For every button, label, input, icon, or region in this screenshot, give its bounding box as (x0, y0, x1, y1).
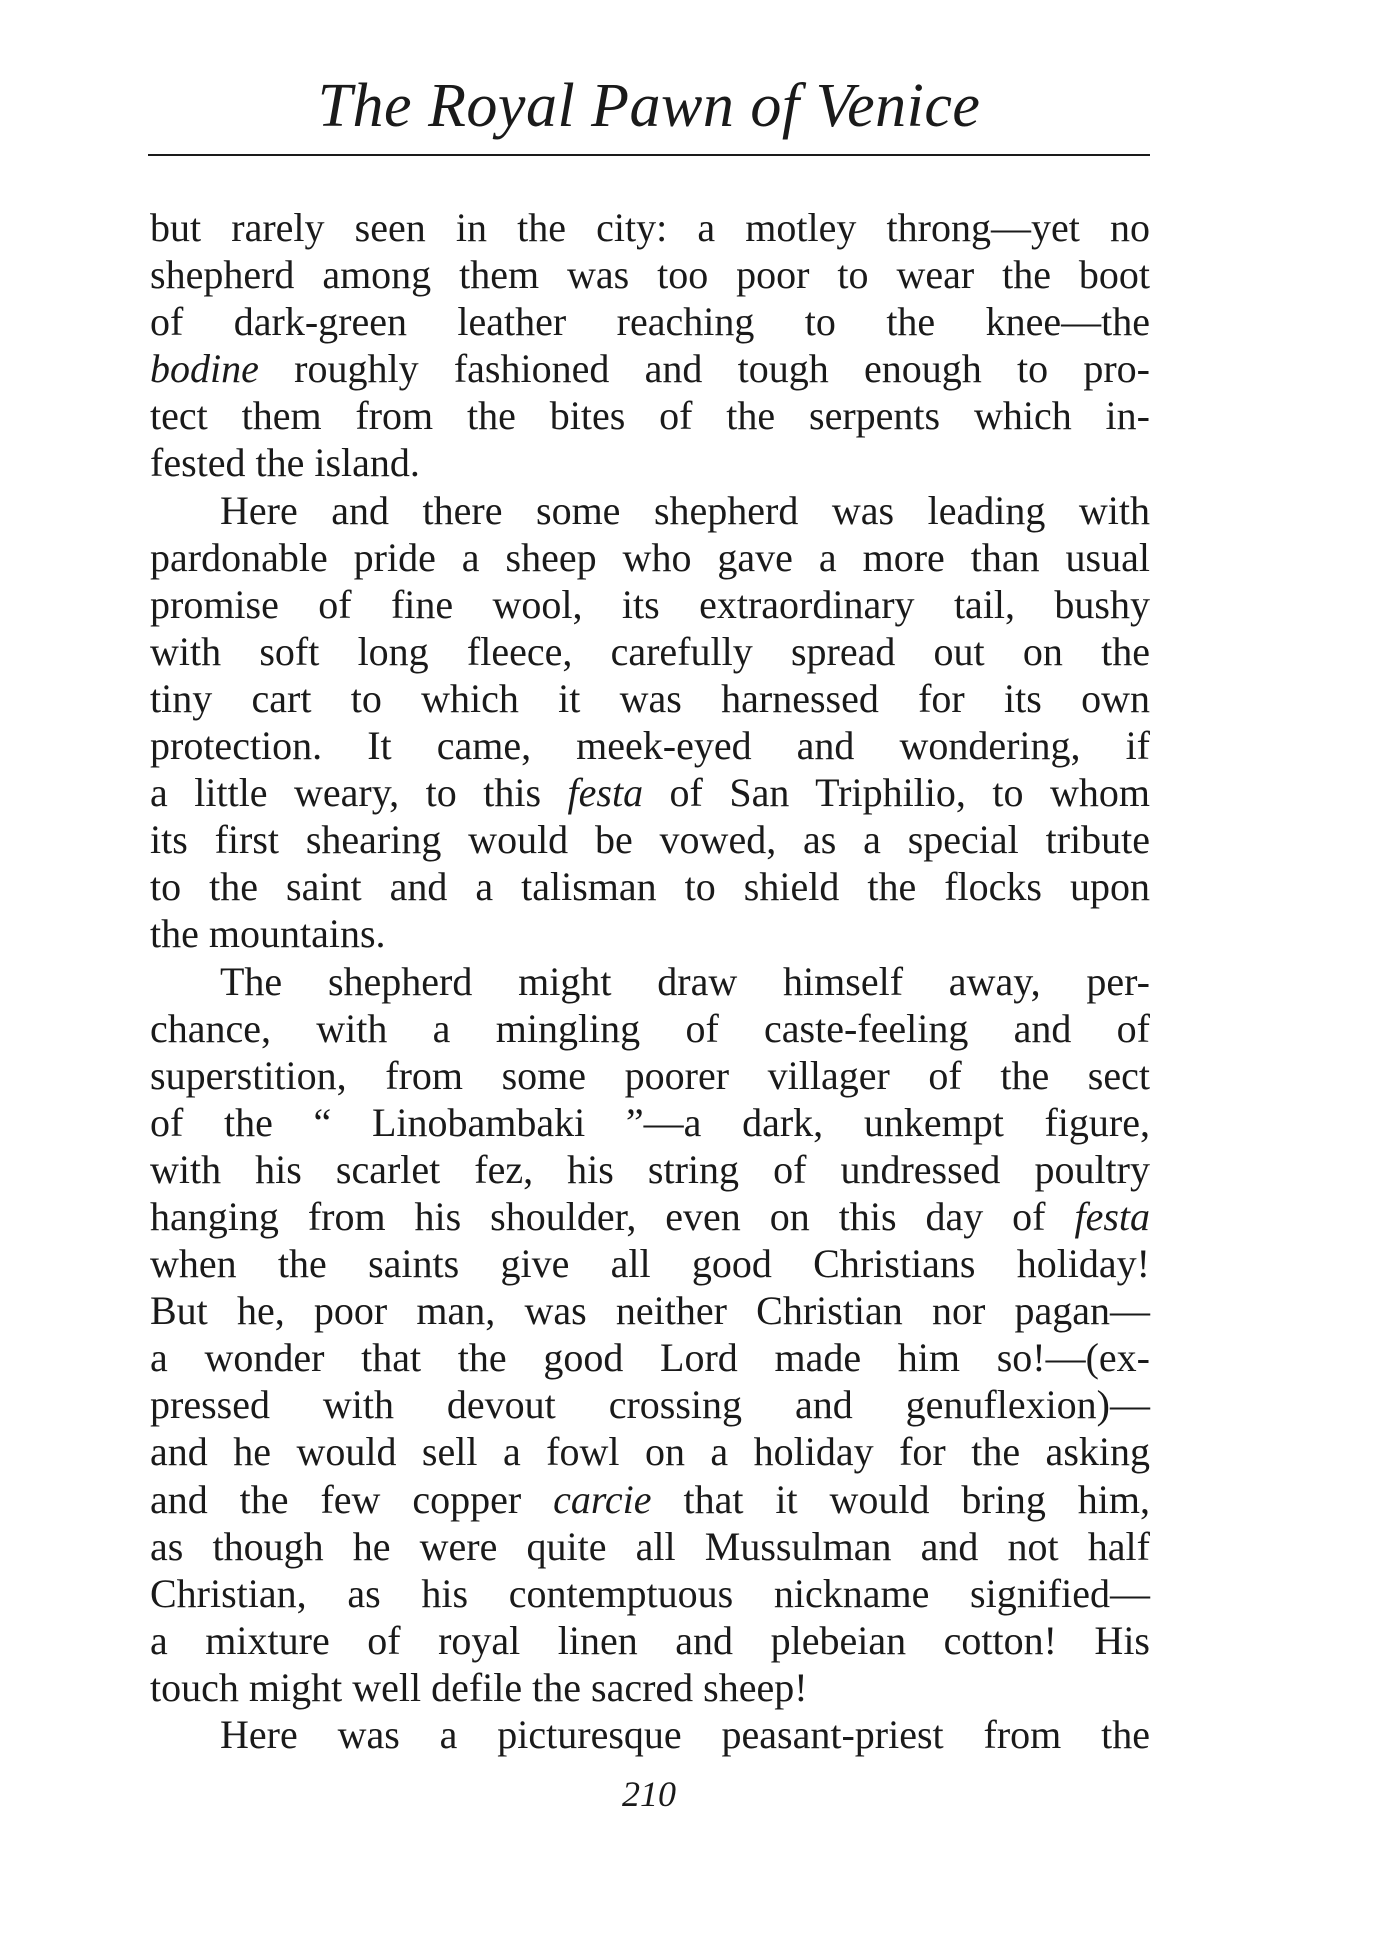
line-segment: that it would bring him, (651, 1476, 1150, 1522)
page-number: 210 (622, 1774, 676, 1814)
line-segment: with soft long fleece, carefully spread out on the (150, 628, 1150, 674)
italic-term: bodine (150, 346, 259, 392)
line-segment: and he would sell a fowl on a holiday for the asking (150, 1429, 1150, 1475)
text-line (150, 816, 1150, 863)
text-line (150, 1005, 1150, 1052)
text-line (150, 439, 1150, 486)
line-segment: shepherd among them was too poor to wear the boot (150, 252, 1150, 298)
line-segment: the mountains. (150, 911, 386, 957)
line-segment: a wonder that the good Lord made him so!—(ex- (150, 1335, 1150, 1381)
text-line (150, 204, 1150, 251)
text-line (150, 1664, 1150, 1711)
line-segment: but rarely seen in the city: a motley throng—yet no (150, 205, 1150, 250)
line-segment: chance, with a mingling of caste-feeling and of (150, 1005, 1150, 1051)
italic-term: carcie (553, 1476, 652, 1522)
line-segment: with his scarlet fez, his string of undressed poultry (150, 1146, 1150, 1192)
text-line (150, 1523, 1150, 1570)
line-segment: of dark-green leather reaching to the knee—the (150, 299, 1150, 345)
text-line (150, 487, 1150, 534)
text-line (150, 1428, 1150, 1475)
line-segment: protection. It came, meek-eyed and wondering, if (150, 723, 1150, 769)
body-text (150, 204, 1150, 1758)
text-line (150, 1334, 1150, 1381)
line-segment: a little weary, to this (150, 770, 568, 816)
text-line (150, 1099, 1150, 1146)
italic-term: festa (567, 770, 644, 816)
line-segment: pressed with devout crossing and genuflexion)— (150, 1382, 1150, 1428)
italic-term: festa (1074, 1193, 1150, 1239)
text-line (150, 1381, 1150, 1428)
text-line (150, 1570, 1150, 1617)
line-segment: a mixture of royal linen and plebeian cotton! His (150, 1617, 1150, 1663)
text-line (150, 581, 1150, 628)
line-segment: pardonable pride a sheep who gave a more than usual (150, 534, 1150, 580)
text-line (150, 1052, 1150, 1099)
line-segment: touch might well defile the sacred sheep! (150, 1664, 808, 1710)
line-segment: hanging from his shoulder, even on this day of (150, 1193, 1075, 1239)
header-rule (148, 154, 1150, 156)
line-segment: Christian, as his contemptuous nickname signified— (150, 1570, 1150, 1616)
line-segment: Here and there some shepherd was leading with (220, 487, 1150, 533)
text-line (150, 1711, 1150, 1758)
text-line (150, 392, 1150, 439)
text-line (150, 863, 1150, 910)
line-segment: tect them from the bites of the serpents which in- (150, 393, 1150, 439)
text-line (150, 534, 1150, 581)
line-segment: of the “ Linobambaki ”—a dark, unkempt figure, (150, 1099, 1150, 1145)
running-title: The Royal Pawn of Venice (317, 72, 981, 140)
text-line (150, 298, 1150, 345)
text-line (150, 1240, 1150, 1287)
line-segment: superstition, from some poorer villager of the sect (150, 1052, 1150, 1098)
text-line (150, 958, 1150, 1005)
text-line (150, 251, 1150, 298)
line-segment: when the saints give all good Christians holiday! (150, 1241, 1150, 1287)
text-line (150, 1476, 1150, 1523)
text-line (150, 910, 1150, 957)
line-segment: roughly fashioned and tough enough to pro- (258, 346, 1150, 392)
line-segment: Here was a picturesque peasant-priest from the (220, 1712, 1150, 1757)
line-segment: The shepherd might draw himself away, per- (220, 958, 1150, 1004)
line-segment: fested the island. (150, 440, 420, 486)
line-segment: tiny cart to which it was harnessed for its own (150, 675, 1150, 721)
line-segment: But he, poor man, was neither Christian nor pagan— (150, 1288, 1150, 1334)
line-segment: promise of fine wool, its extraordinary tail, bushy (150, 581, 1150, 627)
line-segment: and the few copper (150, 1476, 554, 1522)
text-line (150, 1617, 1150, 1664)
text-line (150, 722, 1150, 769)
text-line (150, 345, 1150, 392)
text-line (150, 628, 1150, 675)
line-segment: its first shearing would be vowed, as a special tribute (150, 817, 1150, 863)
text-line (150, 675, 1150, 722)
line-segment: of San Triphilio, to whom (643, 770, 1150, 816)
text-line (150, 1287, 1150, 1334)
line-segment: as though he were quite all Mussulman and not half (150, 1523, 1150, 1569)
text-line (150, 1146, 1150, 1193)
text-line (150, 769, 1150, 816)
text-line (150, 1193, 1150, 1240)
line-segment: to the saint and a talisman to shield the flocks upon (150, 864, 1150, 910)
